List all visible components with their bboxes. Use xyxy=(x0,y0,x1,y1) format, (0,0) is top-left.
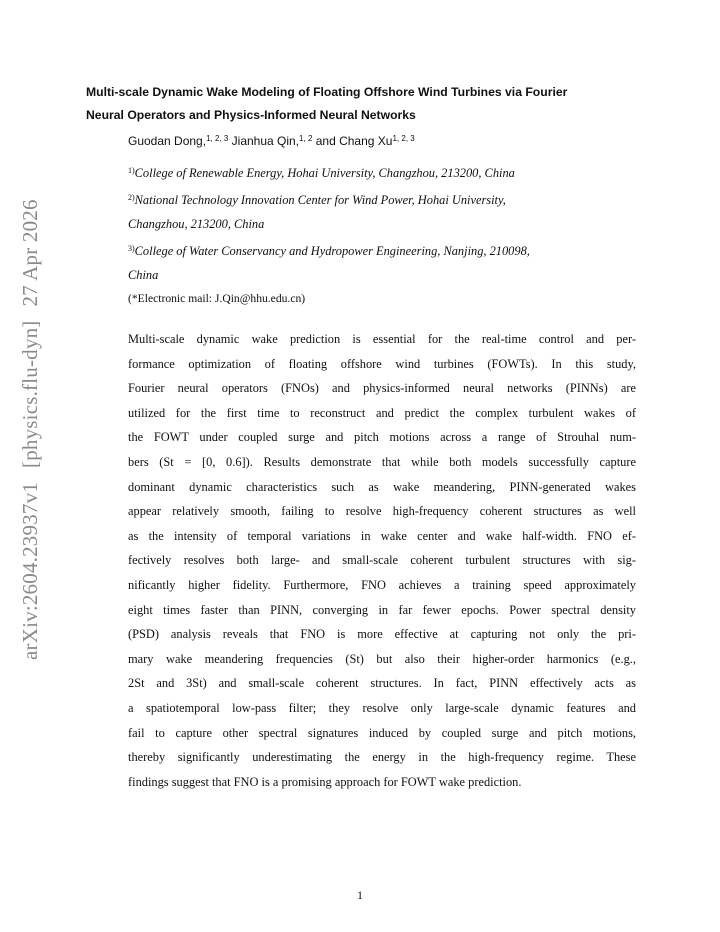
arxiv-id: arXiv:2604.23937v1 xyxy=(18,482,42,660)
abstract-line: Fourier neural operators (FNOs) and physics-informed neural networks (PINNs) are xyxy=(128,381,636,396)
affiliation-line: Changzhou, 213200, China xyxy=(128,217,265,231)
abstract-line: fail to capture other spectral signatures induced by coupled surge and pitch motions, xyxy=(128,725,636,740)
arxiv-category: [physics.flu-dyn] xyxy=(18,320,42,468)
paper-title xyxy=(86,81,646,127)
abstract-line: fectively resolves both large- and small-scale coherent turbulent structures with sig- xyxy=(128,553,636,568)
abstract xyxy=(128,327,636,794)
contact-email: (*Electronic mail: J.Qin@hhu.edu.cn) xyxy=(128,292,306,305)
abstract-line: utilized for the first time to reconstruct and predict the complex turbulent wakes of xyxy=(128,405,636,420)
abstract-line: findings suggest that FNO is a promising approach for FOWT wake prediction. xyxy=(128,774,522,789)
abstract-line: nificantly higher fidelity. Furthermore, FNO achieves a training speed approximately xyxy=(128,577,636,592)
abstract-line: mary wake meandering frequencies (St) but also their higher-order harmonics (e.g., xyxy=(128,651,636,666)
abstract-line: (PSD) analysis reveals that FNO is more effective at capturing not only the pri- xyxy=(128,627,636,642)
page-number: 1 xyxy=(357,888,363,902)
abstract-line: as the intensity of temporal variations in wake center and wake half-width. FNO ef- xyxy=(128,528,636,543)
affiliation-text: College of Water Conservancy and Hydropower Engineering, Nanjing, 210098, xyxy=(134,243,530,258)
abstract-line: 2St and 3St) and small-scale coherent structures. In fact, PINN effectively acts as xyxy=(128,676,636,691)
affiliation-line xyxy=(128,186,608,213)
affiliation-mark: 3) xyxy=(128,243,135,253)
author-name: and Chang Xu xyxy=(315,134,393,148)
abstract-line: Multi-scale dynamic wake prediction is essential for the real-time control and per- xyxy=(128,332,636,346)
author-affil-mark: 1, 2, 3 xyxy=(392,134,415,143)
affiliation-line: China xyxy=(128,268,159,282)
author-affil-mark: 1, 2 xyxy=(299,134,313,143)
affiliation-mark: 2) xyxy=(128,192,135,202)
abstract-line: appear relatively smooth, failing to resolve high-frequency coherent structures as well xyxy=(128,504,636,519)
author-name: Guodan Dong, xyxy=(128,134,207,148)
abstract-line: the FOWT under coupled surge and pitch motions across a range of Strouhal num- xyxy=(128,430,636,445)
arxiv-stamp xyxy=(18,199,43,660)
abstract-line: thereby significantly underestimating the energy in the high-frequency regime. These xyxy=(128,750,636,765)
affiliation-text: College of Renewable Energy, Hohai University, Changzhou, 213200, China xyxy=(134,166,515,180)
affiliations xyxy=(128,159,608,288)
abstract-line: formance optimization of floating offshore wind turbines (FOWTs). In this study, xyxy=(128,356,636,371)
affiliation-line xyxy=(128,237,608,264)
abstract-line: a spatiotemporal low-pass filter; they resolve only large-scale dynamic features and xyxy=(128,700,636,715)
title-line: Neural Operators and Physics-Informed Neural Networks xyxy=(86,108,416,122)
author-name: Jianhua Qin, xyxy=(231,134,300,148)
affiliation-line xyxy=(128,159,608,186)
arxiv-date: 27 Apr 2026 xyxy=(18,199,42,307)
author-list xyxy=(128,134,415,148)
title-line: Multi-scale Dynamic Wake Modeling of Floating Offshore Wind Turbines via Fourier xyxy=(86,85,568,99)
affiliation-mark: 1) xyxy=(128,166,135,175)
abstract-line: bers (St = [0, 0.6]). Results demonstrate that while both models successfully capture xyxy=(128,454,636,469)
abstract-line: eight times faster than PINN, converging in far fewer epochs. Power spectral density xyxy=(128,602,636,617)
affiliation-text: National Technology Innovation Center for Wind Power, Hohai University, xyxy=(134,192,506,207)
abstract-line: dominant dynamic characteristics such as wake meandering, PINN-generated wakes xyxy=(128,479,636,494)
author-affil-mark: 1, 2, 3 xyxy=(206,134,229,143)
